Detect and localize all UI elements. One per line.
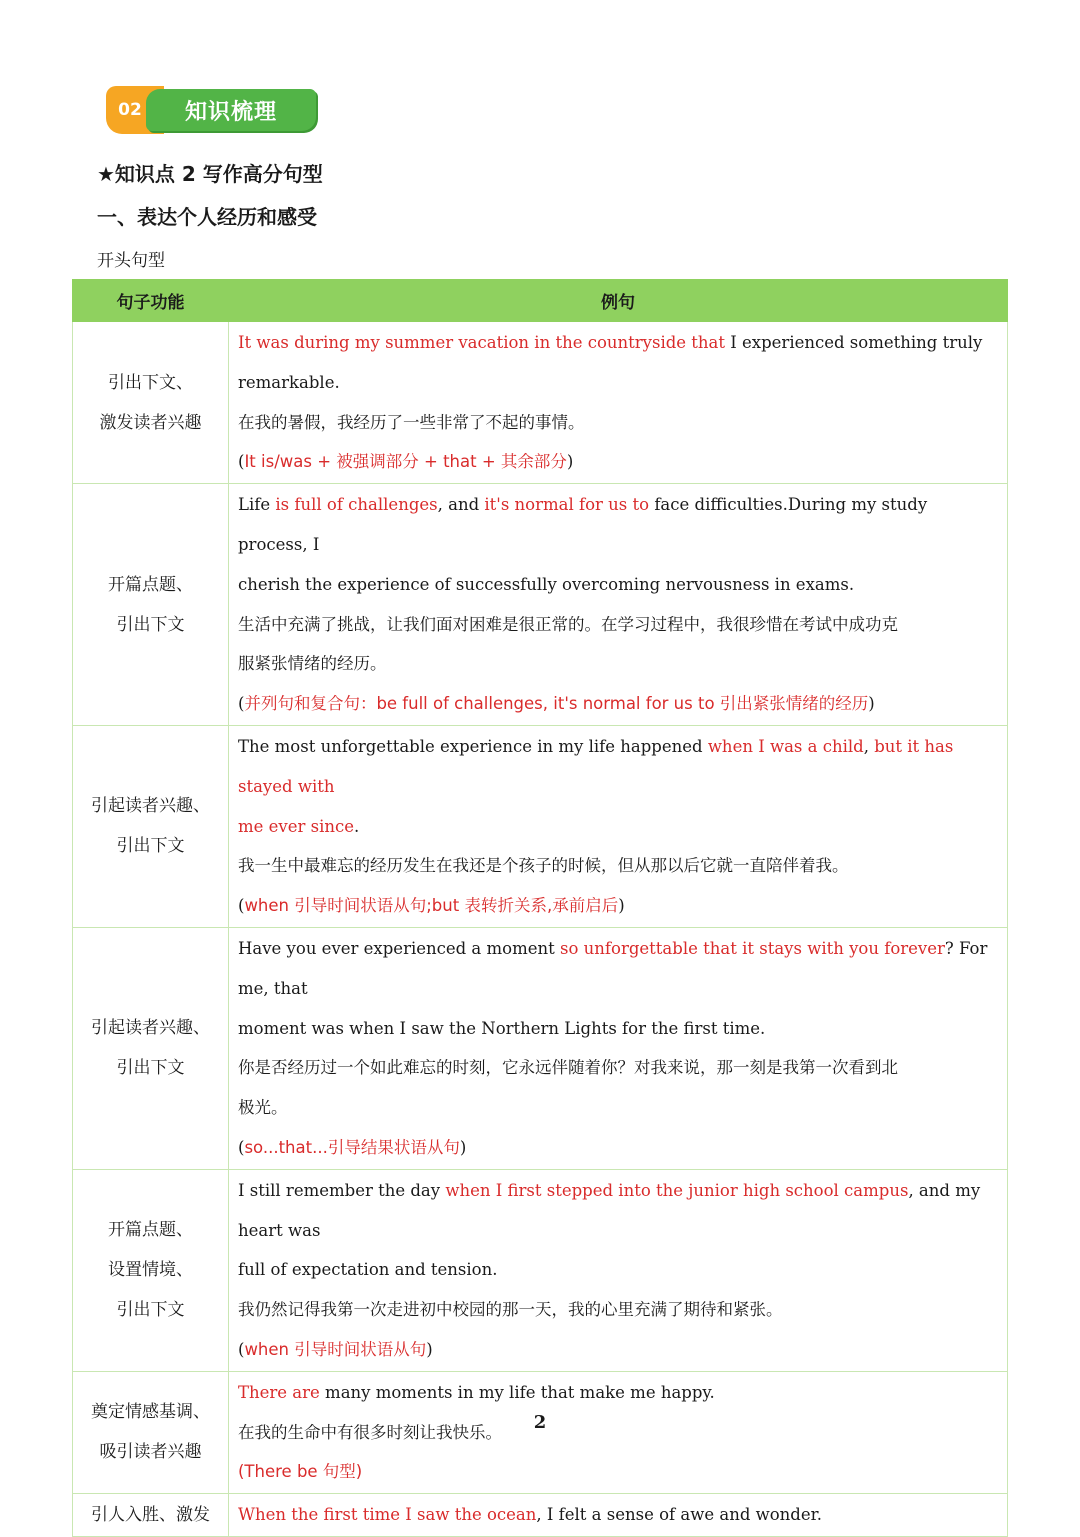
table-row [73, 484, 1008, 726]
highlighted-phrase: 并列句和复合句：be full of challenges, it's normal for us to 引出紧张情绪的经历 [244, 694, 869, 714]
function-label: 开篇点题、 [108, 1220, 193, 1241]
example-text: , and my heart was [238, 1180, 981, 1240]
function-label: 引出下文 [116, 1058, 185, 1079]
example-line [238, 727, 999, 807]
sentence-function-cell [73, 1494, 229, 1537]
example-text: 服紧张情绪的经历。 [238, 654, 387, 674]
highlighted-phrase: It is/was + 被强调部分 + that + 其余部分 [244, 452, 567, 472]
function-label: 引出下文 [116, 1300, 185, 1321]
example-text: ) [566, 452, 574, 472]
highlighted-phrase: so unforgettable that it stays with you forever [560, 938, 945, 958]
highlighted-phrase: is full of challenges [275, 495, 438, 515]
example-text: ( [238, 694, 245, 714]
example-text: many moments in my life that make me happy. [319, 1382, 715, 1402]
example-line [238, 403, 999, 443]
function-label: 引起读者兴趣、 [91, 796, 210, 817]
example-text: ) [426, 1339, 433, 1359]
function-label: 吸引读者兴趣 [99, 1442, 202, 1463]
example-line [238, 1495, 999, 1535]
example-text: Have you ever experienced a moment [238, 938, 561, 958]
example-cell [229, 927, 1008, 1169]
example-line [238, 1452, 999, 1492]
sentence-pattern-table [72, 279, 1008, 1537]
example-line [238, 807, 999, 847]
example-line [238, 1088, 999, 1128]
highlighted-phrase: When the first time I saw the ocean [238, 1505, 537, 1525]
section-heading: 一、表达个人经历和感受 [97, 205, 317, 229]
table-row [73, 1494, 1008, 1537]
section-title: 知识梳理 [146, 89, 316, 131]
example-text: cherish the experience of successfully overcoming nervousness in exams. [238, 574, 855, 594]
example-text: 生活中充满了挑战，让我们面对困难是很正常的。在学习过程中，我很珍惜在考试中成功克 [238, 614, 898, 634]
example-text: 我一生中最难忘的经历发生在我还是个孩子的时候，但从那以后它就一直陪伴着我。 [238, 856, 849, 876]
sentence-function-cell [73, 927, 229, 1169]
example-line [238, 886, 999, 926]
function-label: 引出下文、 [108, 372, 193, 393]
example-text: I still remember the day [238, 1180, 446, 1200]
function-label: 开篇点题、 [108, 574, 193, 595]
example-text: ? For me, that [238, 938, 988, 998]
example-text: ( [238, 1137, 245, 1157]
example-text: , [863, 736, 875, 756]
knowledge-point-heading: ★知识点 2 写作高分句型 [97, 162, 323, 186]
subsection-heading: 开头句型 [97, 251, 165, 271]
example-line [238, 1250, 999, 1290]
example-text: ) [618, 896, 625, 916]
highlighted-phrase: when I first stepped into the junior high school campus [445, 1180, 909, 1200]
example-line [238, 565, 999, 605]
example-text: Life [238, 495, 276, 515]
example-line [238, 1171, 999, 1251]
sentence-function-cell [73, 484, 229, 726]
example-line [238, 323, 999, 363]
sentence-function-cell [73, 322, 229, 484]
example-text: , I felt a sense of awe and wonder. [536, 1505, 822, 1525]
highlighted-phrase: but it has stayed with [238, 736, 954, 796]
example-cell [229, 322, 1008, 484]
example-line [238, 1048, 999, 1088]
highlighted-phrase: me ever since [238, 816, 355, 836]
example-cell [229, 725, 1008, 927]
function-label: 激发读者兴趣 [99, 412, 202, 433]
highlighted-phrase: so...that...引导结果状语从句 [244, 1137, 460, 1157]
highlighted-phrase: when I was a child [707, 736, 864, 756]
example-text: moment was when I saw the Northern Lights for the first time. [238, 1018, 766, 1038]
highlighted-phrase: it's normal for us to [484, 495, 650, 515]
example-text: 你是否经历过一个如此难忘的时刻，它永远伴随着你？对我来说，那一刻是我第一次看到北 [238, 1058, 898, 1078]
function-label: 引出下文 [116, 836, 185, 857]
function-label: 引起读者兴趣、 [91, 1018, 210, 1039]
highlighted-phrase: (There be 句型) [238, 1462, 363, 1482]
table-row [73, 927, 1008, 1169]
example-line [238, 1330, 999, 1370]
highlighted-phrase: It was during my summer vacation in the countryside that [238, 333, 726, 352]
sentence-function-cell [73, 1169, 229, 1371]
example-text: full of expectation and tension. [238, 1260, 498, 1280]
example-line [238, 605, 999, 645]
example-line [238, 485, 999, 565]
example-text: ( [238, 452, 245, 472]
example-text: 我仍然记得我第一次走进初中校园的那一天，我的心里充满了期待和紧张。 [238, 1300, 783, 1320]
header-function: 句子功能 [73, 280, 229, 322]
example-line [238, 442, 999, 482]
example-line [238, 929, 999, 1009]
sentence-function-cell [73, 725, 229, 927]
table-row [73, 322, 1008, 484]
table-row [73, 1169, 1008, 1371]
section-number: 02 [106, 86, 164, 134]
function-label: 奠定情感基调、 [91, 1402, 210, 1423]
example-text: ( [238, 1339, 245, 1359]
example-line [238, 644, 999, 684]
example-line [238, 684, 999, 724]
example-text: , and [437, 495, 485, 515]
example-text: 极光。 [238, 1098, 288, 1118]
table-header-row [73, 280, 1008, 322]
example-text: ) [459, 1137, 467, 1157]
example-cell [229, 1169, 1008, 1371]
example-line [238, 363, 999, 403]
header-example: 例句 [229, 280, 1008, 322]
example-text: face difficulties.During my study process, I [238, 495, 928, 554]
example-text: remarkable. [238, 372, 340, 392]
page-number: 2 [533, 1412, 547, 1433]
example-text: . [354, 816, 360, 836]
example-text: I experienced something truly [725, 333, 983, 352]
example-line [238, 1128, 999, 1168]
function-label: 引出下文 [116, 614, 185, 635]
example-line [238, 1290, 999, 1330]
function-label: 设置情境、 [108, 1260, 193, 1281]
example-text: 在我的暑假，我经历了一些非常了不起的事情。 [238, 412, 585, 432]
highlighted-phrase: when 引导时间状语从句;but 表转折关系,承前启后 [244, 896, 619, 916]
example-text: 在我的生命中有很多时刻让我快乐。 [238, 1422, 502, 1442]
example-text: ( [238, 896, 245, 916]
example-line [238, 1373, 999, 1413]
table-row [73, 725, 1008, 927]
example-cell [229, 1494, 1008, 1537]
example-line [238, 846, 999, 886]
example-text: The most unforgettable experience in my life happened [238, 736, 708, 756]
function-label: 引人入胜、激发 [91, 1505, 210, 1526]
highlighted-phrase: when 引导时间状语从句 [244, 1339, 427, 1359]
example-line [238, 1009, 999, 1049]
example-cell [229, 484, 1008, 726]
example-text: ) [868, 694, 875, 714]
highlighted-phrase: There are [238, 1382, 320, 1402]
